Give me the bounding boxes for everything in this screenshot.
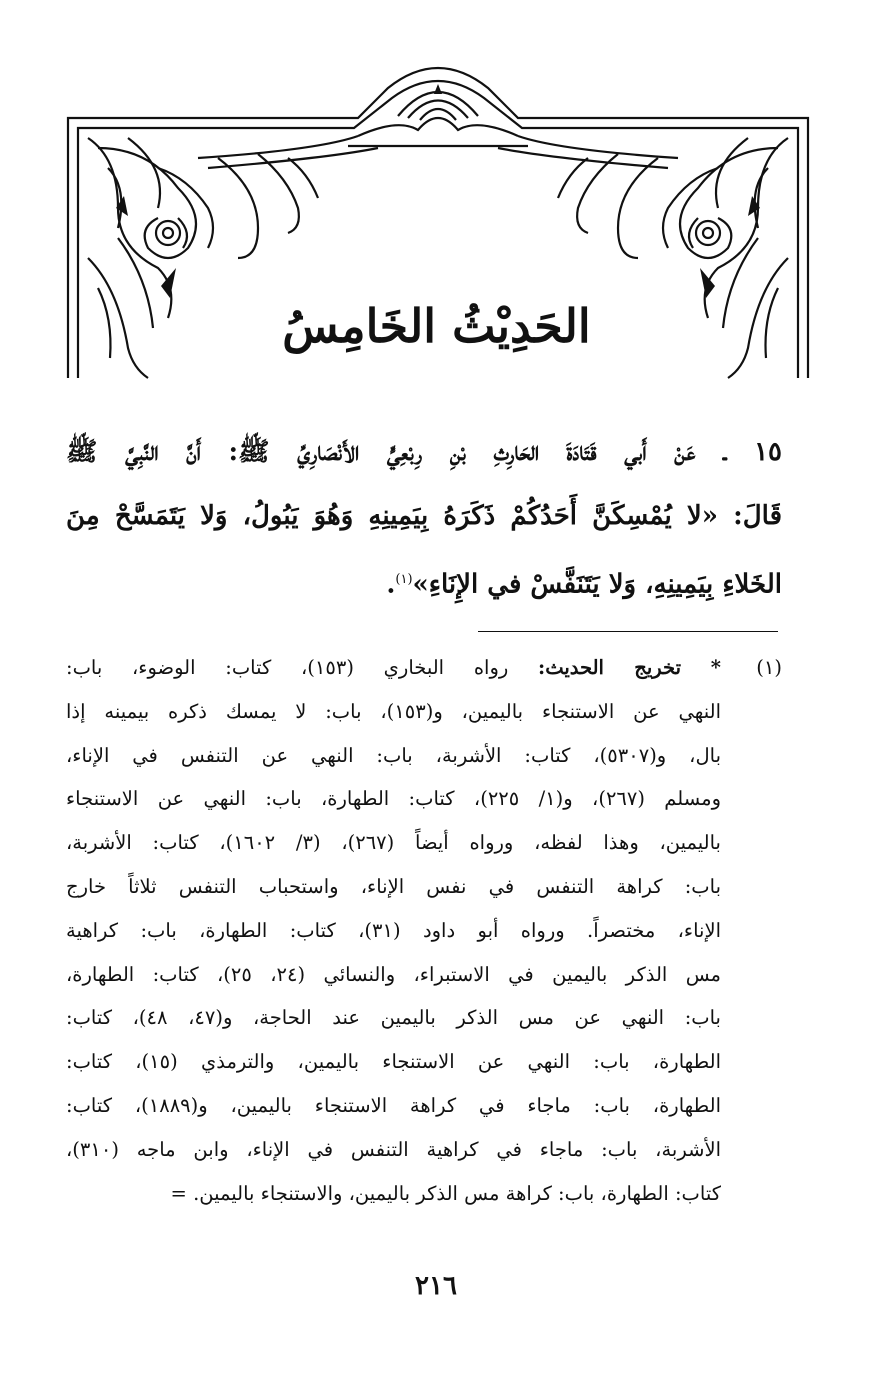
footnote-line: الإناء، مختصراً. ورواه أبو داود (٣١)، كتاب: الطهارة، باب: كراهية: [66, 918, 721, 942]
footnote-star: *: [710, 656, 721, 679]
footnote-line: باليمين، وهذا لفظه، ورواه أيضاً (٢٦٧)، (٣/ ١٦٠٢)، كتاب: الأشربة،: [66, 831, 721, 855]
footnote-line: النهي عن الاستنجاء باليمين، و(١٥٣)، باب: لا يمسك ذكره بيمينه إذا: [66, 699, 721, 723]
footnote-lead-title: تخريج الحديث:: [538, 656, 682, 679]
hadith-end-punctuation: .: [386, 569, 396, 600]
hadith-line-1: ١٥ ـ عَنْ أَبي قَتَادَةَ الحَارِثِ بْنِ رِبْعِيٍّ الأَنْصَارِيِّ ﷺ: أَنَّ النَّبِيَّ ﷺ: [66, 437, 782, 467]
footnote-line: باب: النهي عن مس الذكر باليمين عند الحاجة، و(٤٧، ٤٨)، كتاب:: [66, 1006, 721, 1030]
hadith-line-3: [66, 548, 782, 612]
hadith-line-3-text: الخَلاءِ بِيَمِينِهِ، وَلا يَتَنَفَّسْ في الإِنَاءِ»: [412, 569, 782, 600]
page-number: ٢١٦: [415, 1271, 457, 1301]
footnote-line: ومسلم (٢٦٧)، و(١/ ٢٢٥)، كتاب: الطهارة، باب: النهي عن الاستنجاء: [66, 787, 721, 811]
footnote-divider: [478, 631, 778, 632]
footnote-line: الطهارة، باب: النهي عن الاستنجاء باليمين، والترمذي (١٥)، كتاب:: [66, 1050, 721, 1074]
footnote-last-line: كتاب: الطهارة، باب: كراهة مس الذكر باليمين، والاستنجاء باليمين. =: [170, 1181, 721, 1205]
footnote-body: [66, 646, 721, 1215]
footnote-line-1-text: رواه البخاري (١٥٣)، كتاب: الوضوء، باب:: [66, 656, 509, 679]
footnote-reference[interactable]: (١): [395, 572, 413, 587]
footnote-line: مس الذكر باليمين في الاستبراء، والنسائي (٢٤، ٢٥)، كتاب: الطهارة،: [66, 962, 721, 986]
footnote-line: باب: كراهة التنفس في نفس الإناء، واستحباب التنفس ثلاثاً خارج: [66, 874, 721, 898]
footnote-line: الأشربة، باب: ماجاء في كراهية التنفس في الإناء، وابن ماجه (٣١٠)،: [66, 1137, 721, 1161]
chapter-title: الحَدِيْثُ الخَامِسُ: [282, 299, 591, 353]
footnote-line: بال، و(٥٣٠٧)، كتاب: الأشربة، باب: النهي عن التنفس في الإناء،: [66, 743, 721, 767]
hadith-line-2: قَالَ: «لا يُمْسِكَنَّ أَحَدُكُمْ ذَكَرَهُ بِيَمِينِهِ وَهُوَ يَبُولُ، وَلا يَتَمَسَّحْ مِنَ: [66, 501, 782, 531]
footnote-line: الطهارة، باب: ماجاء في كراهة الاستنجاء باليمين، و(١٨٨٩)، كتاب:: [66, 1093, 721, 1117]
hadith-text: [66, 420, 782, 612]
footnote-line-1: [66, 646, 721, 690]
footnote: [66, 646, 782, 1215]
footnote-marker: (١): [756, 656, 782, 679]
